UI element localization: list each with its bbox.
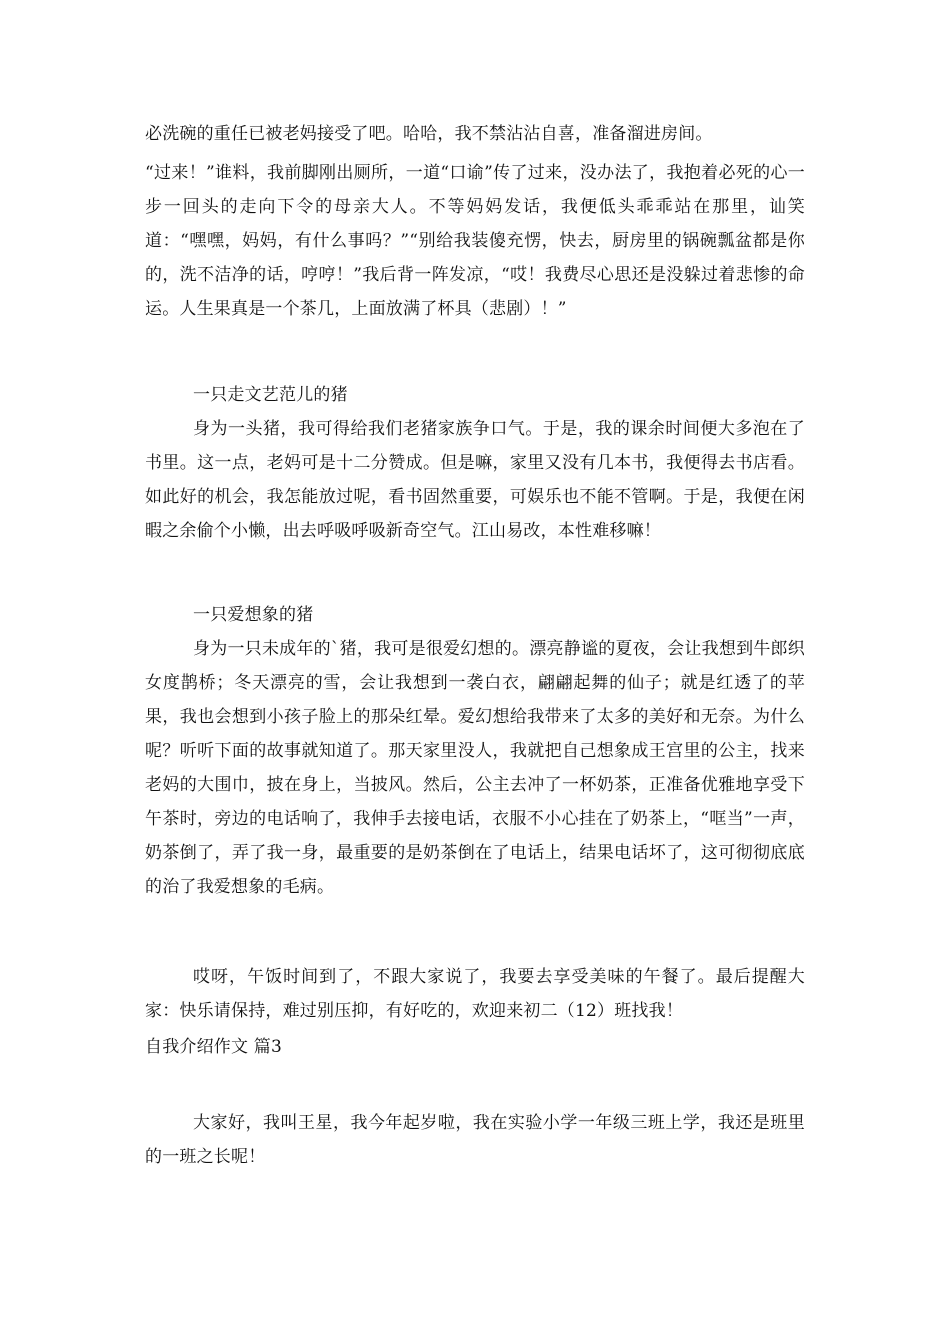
section-heading-literary-pig: 一只走文艺范儿的猪	[193, 385, 348, 405]
paragraph-self-intro: 大家好，我叫王星，我今年起岁啦，我在实验小学一年级三班上学，我还是班里的一班之长呢！	[145, 1113, 805, 1167]
paragraph-dish-duty: 必洗碗的重任已被老妈接受了吧。哈哈，我不禁沾沾自喜，准备溜进房间。	[145, 124, 713, 144]
paragraph-imaginative-pig: 身为一只未成年的`猪，我可是很爱幻想的。漂亮静谧的夏夜，会让我想到牛郎织女度鹊桥；冬天漂亮的雪，会让我想到一袭白衣，翩翩起舞的仙子；就是红透了的苹果，我也会想到小孩子脸上的那朵红晕。爱幻想给我带来了太多的美好和无奈。为什么呢？听听下面的故事就知道了。那天家里没人，我就把自己想象成王宫里的公主，找来老妈的大围巾，披在身上，当披风。然后，公主去冲了一杯奶茶，正准备优雅地享受下午茶时，旁边的电话响了，我伸手去接电话，衣服不小心挂在了奶茶上，“哐当”一声，奶茶倒了，弄了我一身，最重要的是奶茶倒在了电话上，结果电话坏了，这可彻彻底底的治了我爱想象的毛病。	[145, 639, 805, 897]
paragraph-literary-pig: 身为一头猪，我可得给我们老猪家族争口气。于是，我的课余时间便大多泡在了书里。这一点，老妈可是十二分赞成。但是嘛，家里又没有几本书，我便得去书店看。如此好的机会，我怎能放过呢，看书固然重要，可娱乐也不能不管啊。于是，我便在闲暇之余偷个小懒，出去呼吸呼吸新奇空气。江山易改，本性难移嘛！	[145, 419, 805, 541]
section-heading-imaginative-pig: 一只爱想象的猪	[193, 605, 314, 625]
essay-title-part3: 自我介绍作文 篇3	[145, 1037, 283, 1057]
paragraph-mother-order: “过来！”谁料，我前脚刚出厕所，一道“口谕”传了过来，没办法了，我抱着必死的心一步一回头的走向下令的母亲大人。不等妈妈发话，我便低头乖乖站在那里，讪笑道：“嘿嘿，妈妈，有什么事吗？”“别给我装傻充愣，快去，厨房里的锅碗瓢盆都是你的，洗不洁净的话，哼哼！”我后背一阵发凉，“哎！我费尽心思还是没躲过着悲惨的命运。人生果真是一个茶几，上面放满了杯具（悲剧）！”	[145, 163, 805, 319]
paragraph-lunch-time: 哎呀，午饭时间到了，不跟大家说了，我要去享受美味的午餐了。最后提醒大家：快乐请保持，难过别压抑，有好吃的，欢迎来初二（12）班找我！	[145, 967, 805, 1021]
